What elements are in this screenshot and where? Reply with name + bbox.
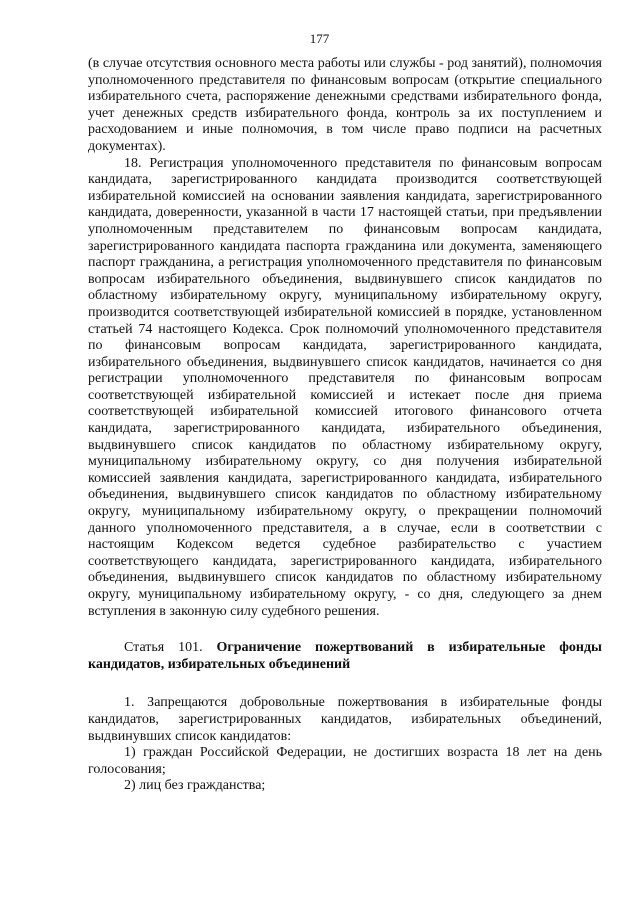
list-item-1: 1) граждан Российской Федерации, не достигших возраста 18 лет на день голосования; bbox=[88, 745, 602, 777]
article-number: Статья 101. bbox=[124, 640, 203, 656]
page-number: 177 bbox=[309, 31, 330, 46]
paragraph-part-1: 1. Запрещаются добровольные пожертвования в избирательные фонды кандидатов, зарегистрированных кандидатов, избирательных объединений, выдвинувших список кандидатов: bbox=[88, 695, 602, 744]
article-title: Ограничение пожертвований в избирательные фонды кандидатов, избирательных объединений bbox=[88, 640, 602, 672]
paragraph-part-18: 18. Регистрация уполномоченного представителя по финансовым вопросам кандидата, зарегистрированного кандидата производится соответствующей избирательной комиссией на основании заявления кандидата, зарегистрированного кандидата, доверенности, указанной в части 17 настоящей статьи, при предъявлении уполномоченным представителем по финансовым вопросам кандидата, зарегистрированного кандидата паспорта гражданина или документа, заменяющего паспорт гражданина, а регистрация уполномоченного представителя по финансовым вопросам избирательного объединения, выдвинувшего список кандидатов по областному избирательному округу, муниципальному избирательному округу, производится соответствующей избирательной комиссией в порядке, установленном статьей 74 настоящего Кодекса. Срок полномочий уполномоченного представителя по финансовым вопросам кандидата, зарегистрированного кандидата, избирательного объединения, выдвинувшего список кандидатов, начинается со дня регистрации уполномоченного представителя по финансовым вопросам соответствующей избирательной комиссией и истекает после дня приема соответствующей избирательной комиссией итогового финансового отчета кандидата, зарегистрированного кандидата, избирательного объединения, выдвинувшего список кандидатов по областному избирательному округу, муниципальному избирательному округу, со дня получения избирательной комиссией заявления кандидата, зарегистрированного кандидата, избирательного объединения, выдвинувшего список кандидатов по областному избирательному округу, муниципальному избирательному округу, о прекращении полномочий данного уполномоченного представителя, а в случае, если в соответствии с настоящим Кодексом ведется судебное разбирательство с участием соответствующего кандидата, зарегистрированного кандидата, избирательного объединения, выдвинувшего список кандидатов по областному избирательному округу, муниципальному избирательному округу, - со дня, следующего за днем вступления в законную силу судебного решения. bbox=[88, 155, 602, 619]
article-heading bbox=[88, 640, 602, 673]
document-body bbox=[88, 56, 602, 795]
paragraph-continuation: (в случае отсутствия основного места работы или службы - род занятий), полномочия уполномоченного представителя по финансовым вопросам (открытие специального избирательного счета, распоряжение денежными средствами избирательного фонда, учет денежных средств избирательного фонда, контроль за их поступлением и расходованием и иные полномочия, в том числе право подписи на расчетных документах). bbox=[88, 56, 602, 154]
list-item-2: 2) лиц без гражданства; bbox=[124, 778, 266, 794]
